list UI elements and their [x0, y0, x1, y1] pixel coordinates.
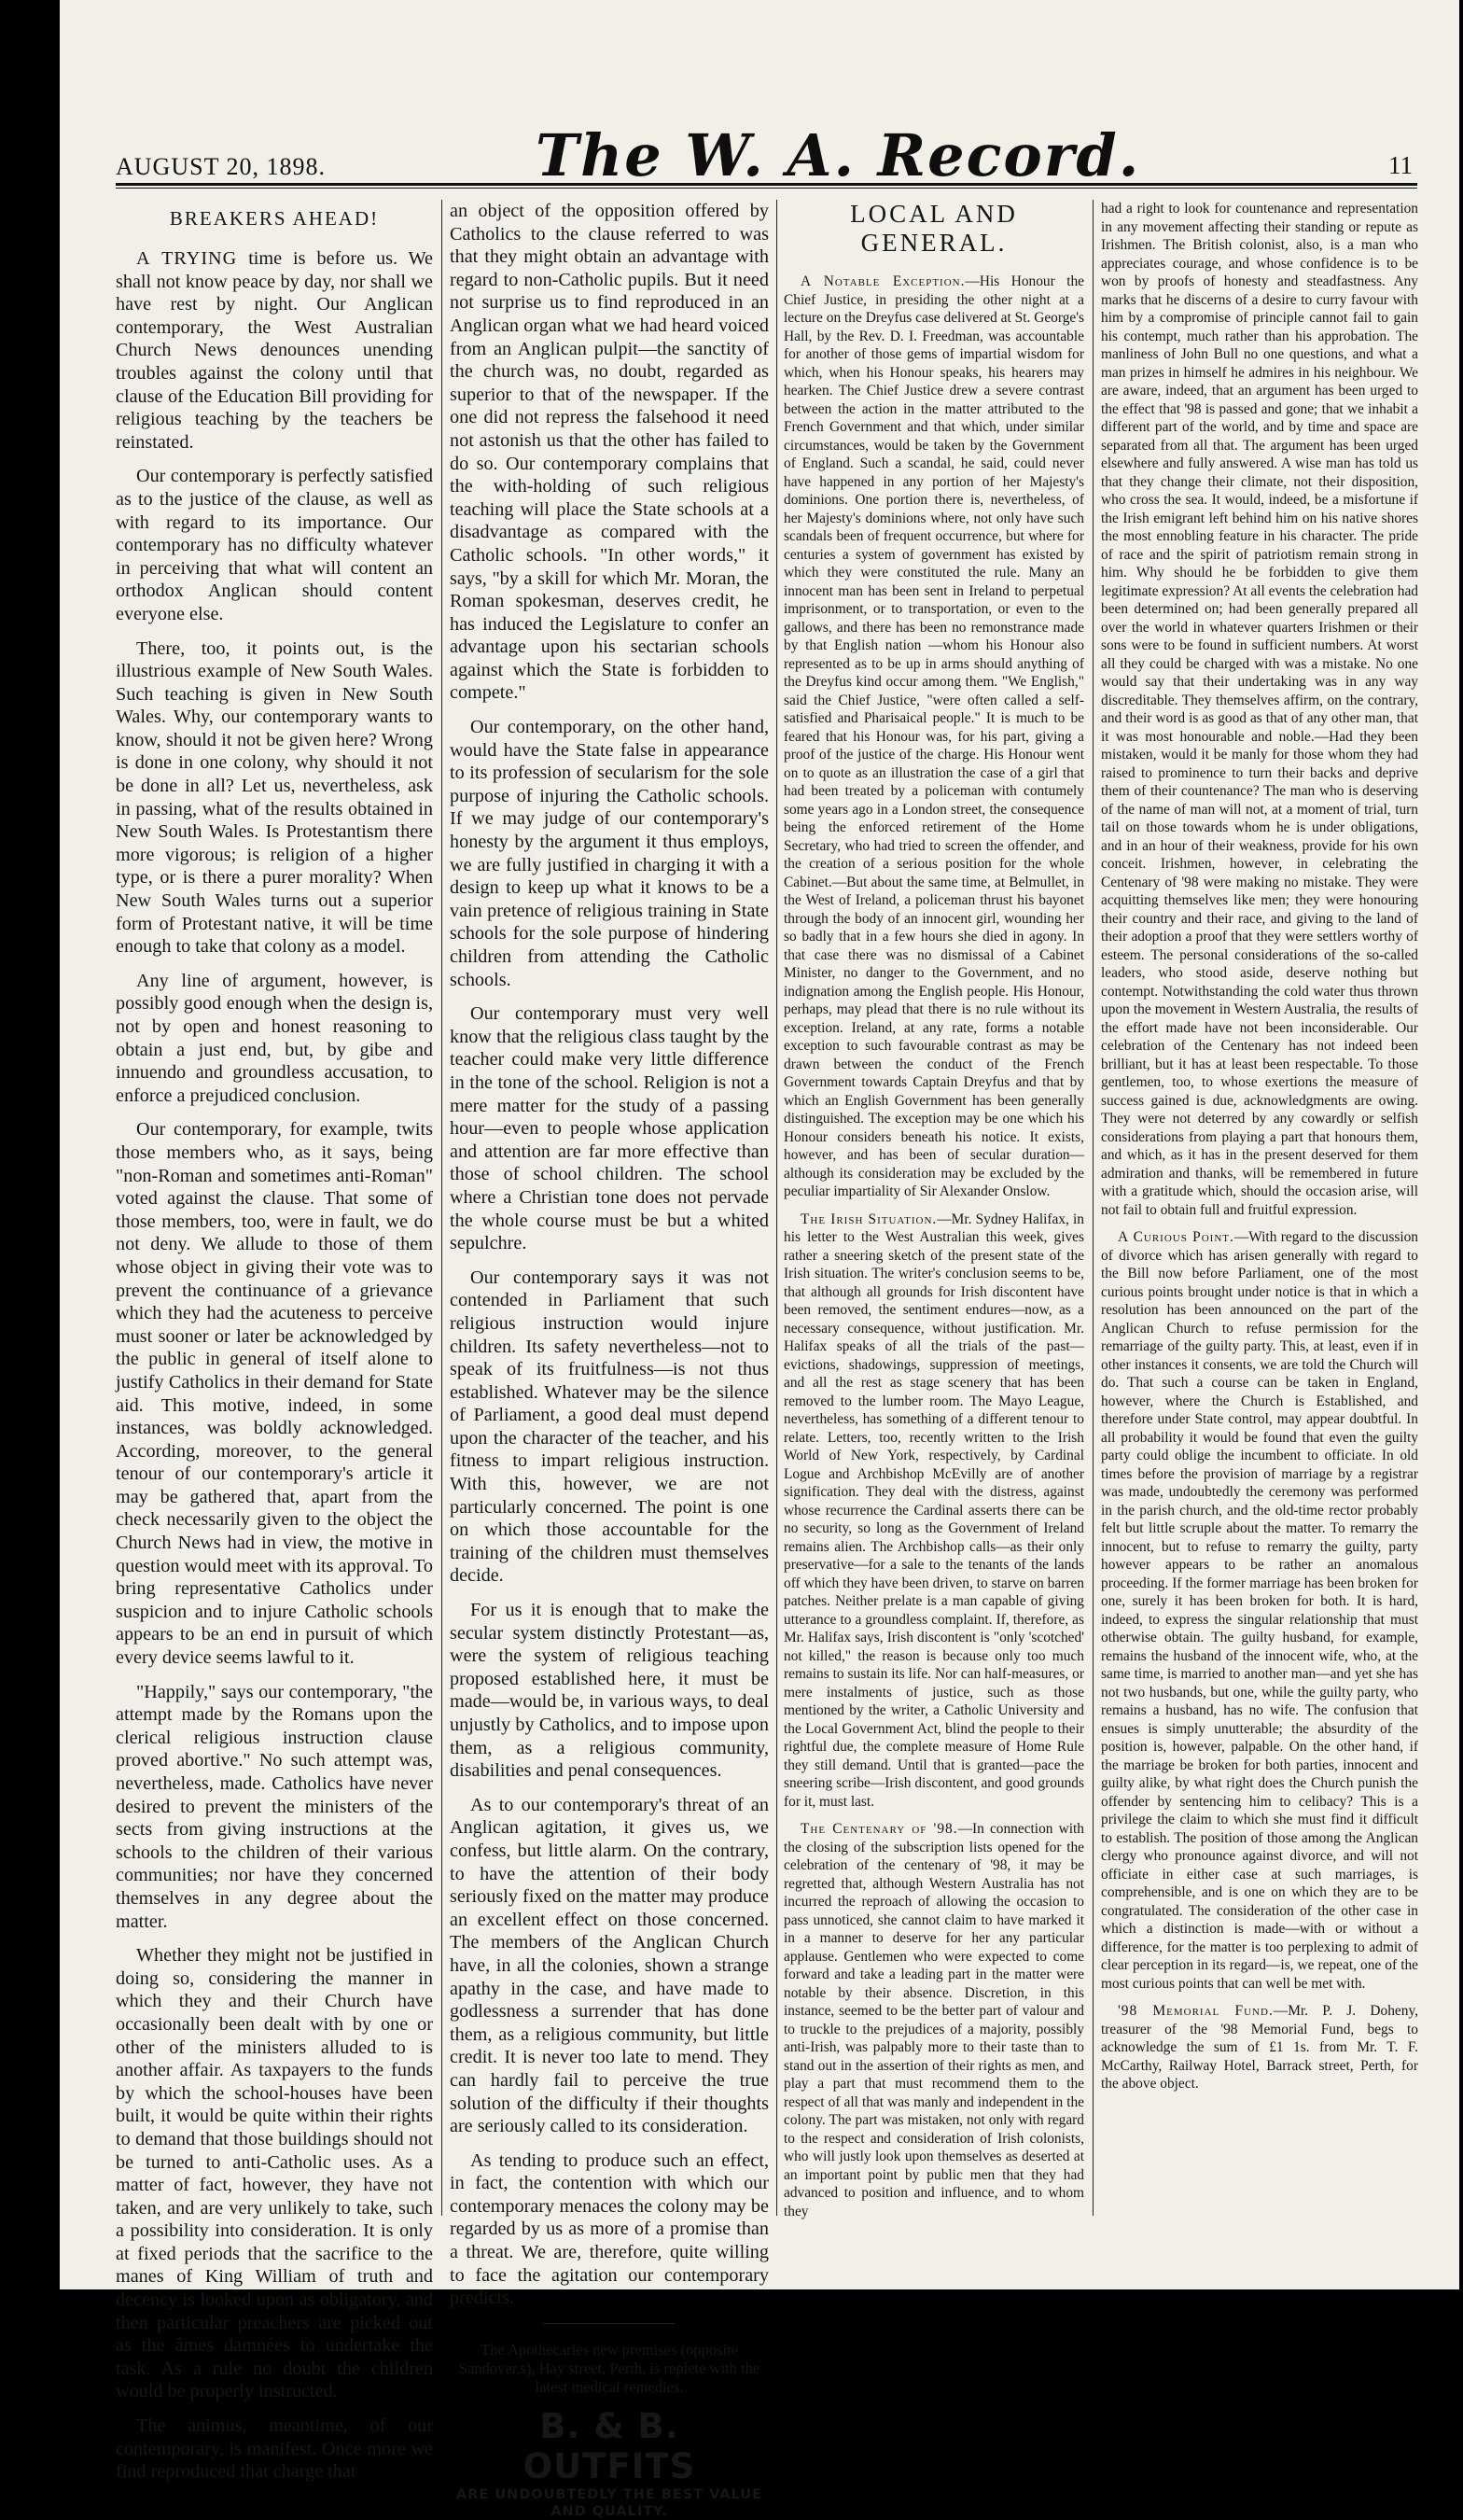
news-item: '98 Memorial Fund.—Mr. P. J. Doheny, treasurer of the '98 Memorial Fund, begs to acknowledge the sum of £1 1s. from Mr. T. F. McCarthy, Railway Hotel, Barrack street, Perth, for the above object. [1101, 2003, 1419, 2092]
article-paragraph: For us it is enough that to make the secular system distinctly Protestant—as, were the system of religious teaching proposed established here, it must be made—would be, in various ways, to deal unjustly by Catholics, and to impose upon them, as a religious community, disabilities and penal consequences. [450, 1600, 769, 1782]
article-paragraph: Whether they might not be justified in doing so, considering the manner in which they and their Church have occasionally been dealt with by one or other of the ministers alluded to is another affair. As taxpayers to the funds by which the school-houses have been built, it would be quite within their rights to demand that those buildings should not be turned to anti-Catholic uses. As a matter of fact, however, they have not taken, and are very unlikely to take, such a possibility into consideration. It is only at fixed periods that the sacrifice to the manes of King William of truth and decency is looked upon as obligatory, and then particular preachers are picked out as the âmes damnées to undertake the task. As a rule no doubt the children would be properly instructed. [116, 1945, 433, 2402]
article-paragraph: There, too, it points out, is the illustrious example of New South Wales. Such teaching is given in New South Wales. Why, our contemporary wants to know, should it not be given here? Wrong is done in one colony, why should it not be done in all? Let us, nevertheless, ask in passing, what of the results obtained in New South Wales. Is Protestantism there more vigorous; is religion of a higher type, or is there a purer morality? When New South Wales turns out a superior form of Protestant native, it will be time enough to take that colony as a model. [116, 637, 433, 958]
advert-tagline: ARE UNDOUBTEDLY THE BEST VALUE AND QUALITY. [456, 2486, 762, 2519]
news-item-continued: had a right to look for countenance and representation in any movement affecting their standing or repute as Irishmen. The British colonist, also, is a man who appreciates courage, and whose confidence is to be won by proofs of honesty and steadfastness. Any marks that he discerns of a desire to curry favour with him by a compromise of principle cannot fail to gain his contempt, much rather than his approbation. The manliness of John Bull no one questions, and what a man prizes in himself he admires in his neighbour. We are aware, indeed, that an argument has been urged to the effect that '98 is passed and gone; that we inhabit a different part of the world, and by time and space are separated from all that. The argument has been urged elsewhere and fully answered. A wise man has told us that they change their climate, not their disposition, who cross the sea. It would, indeed, be a misfortune if the Irish emigrant left behind him on his native shores the most ennobling feature in his character. The pride of race and the spirit of patriotism remain strong in him. Why should he be forbidden to give them legitimate expression? At all events the celebration had been determined on; had been generally prepared all over the world in whatever quarters Irishmen or their sons were to be found in sufficient numbers. At worst all they could be charged with was a mistake. No one would say that their undertaking was in any way discreditable. They themselves affirm, on the contrary, and their word is as good as that of any other man, that it was most honourable and noble.—Had they been mistaken, would it be manly for those whom they had raised to prominence to turn their backs and deprive them of their countenance? The man who is deserving of the name of man will not, at a moment of trial, turn tail on those towards whom he is under obligations, and in an hour of their weakness, provide for his own conceit. Irishmen, however, in celebrating the Centenary of '98 were making no mistake. They were acquitting themselves like men; they were honouring their country and their race, and giving to the land of their adoption a proof that they were settlers worthy of esteem. The personal considerations of the so-called leaders, who stood aside, deserve nothing but contempt. Notwithstanding the cold water thus thrown upon the movement in Western Australia, the results of the effort made have not been inconsiderable. Our celebration of the Centenary has not indeed been brilliant, but it has at least been respectable. To those gentlemen, too, to whose exertions the measure of success gained is due, acknowledgments are owing. They were not deterred by any cowardly or selfish considerations from playing a part that honours them, and which, as it has in the present deserved for them admiration and thanks, will be remembered in future with a gratitude which, should the occasion arise, will not fail to obtain full and fruitful expression. [1101, 201, 1418, 1218]
column-2 [450, 200, 769, 2519]
article-paragraph: Any line of argument, however, is possibly good enough when the design is, not by open and honest reasoning to obtain a just end, but, by gibe and innuendo and groundless accusation, to enforce a prejudiced conclusion. [116, 970, 433, 1106]
news-item-title: The Centenary of '98. [801, 1821, 958, 1837]
news-item-title: A Curious Point. [1118, 1229, 1234, 1245]
advert-rule [544, 2323, 675, 2324]
newspaper-page [60, 0, 1459, 2519]
article-paragraph: Our contemporary says it was not contended in Parliament that such religious instruction would injure children. Its safety nevertheless—not to speak of its fruitfulness—is not thus established. Whatever may be the silence of Parliament, a good deal must depend upon the character of the teacher, and his fitness to impart religious instruction. With this, however, we are not particularly concerned. The point is one on which those accountable for the training of the children must themselves decide. [450, 1267, 769, 1587]
lead-words: A TRYING [136, 248, 238, 269]
header-rule-thin [116, 188, 1417, 189]
article-paragraph: The animus, meantime, of our contemporary, is manifest. Once more we find reproduced that charge that [116, 2415, 433, 2483]
article-paragraph: A TRYING time is before us. We shall not know peace by day, nor shall we have rest by night. Our Anglican contemporary, the West Australian Church News denounces unending troubles against the colony until that clause of the Education Bill providing for religious teaching by the teachers be reinstated. [116, 248, 433, 453]
news-item: The Irish Situation.—Mr. Sydney Halifax, in his letter to the West Australian this week, gives rather a sneering sketch of the present state of the Irish situation. The writer's conclusion seems to be, that although all grounds for Irish discontent have been removed, the sentiment endures—now, as a necessary consequence, without justification. Mr. Halifax speaks of all the trials of the past—evictions, shadowings, suppression of meetings, and all the rest as stage scenery that has been removed to the lumber room. The Mayo League, nevertheless, has something of a different tenour to relate. Letters, too, recently written to the Irish World of New York, respectively, by Cardinal Logue and Archbishop McEvilly are of another signification. They deal with the distress, against whose recurrence the Cardinal asserts there can be no security, so long as the Government of Ireland remains alien. The Archbishop calls—as their only preservative—for a sale to the tenants of the lands off which they have been driven, to starve on barren patches. Neither prelate is a man capable of giving utterance to a groundless complaint. If, therefore, as Mr. Halifax says, Irish discontent is "only 'scotched' not killed," the reason is because only too much remains to sustain its life. Nor can half-measures, or mere instalments of justice, such as those mentioned by the writer, a Catholic University and the Local Government Act, blind the people to their rightful due, the complete measure of Home Rule they still demand. Until that is granted—pace the sneering scribe—Irish discontent, and good grounds for it, must last. [784, 1211, 1084, 1810]
article-paragraph: an object of the opposition offered by Catholics to the clause referred to was that they might obtain an advantage with regard to non-Catholic pupils. But it need not surprise us to find reproduced in an Anglican organ what we had heard voiced from an Anglican pulpit—the sanctity of the church was, no doubt, regarded as superior to that of the newspaper. If the one did not repress the falsehood it need not astonish us that the other has failed to do so. Our contemporary complains that the with-holding of such religious teaching will place the State schools at a disadvantage as compared with the Catholic schools. "In other words," it says, "by a skill for which Mr. Moran, the Roman spokesman, deserves credit, he has induced the Legislature to confer an advantage upon his sectarian schools against which the State is forbidden to compete." [450, 201, 769, 704]
header-rule [116, 183, 1417, 186]
column-separator [1093, 200, 1094, 2216]
newspaper-title: The W. A. Record. [536, 121, 1141, 189]
article-paragraph: Our contemporary must very well know that the religious class taught by the teacher could make very little difference in the tone of the school. Religion is not a mere matter for the study of a passing hour—even to people whose application and attention are far more effective than those of school children. The school where a Christian tone does not pervade the whole course must be but a whited sepulchre. [450, 1003, 769, 1254]
news-item: The Centenary of '98.—In connection with the closing of the subscription lists opened for the celebration of the centenary of '98, it may be regretted that, although Western Australia has not incurred the reproach of allowing the occasion to pass unnoticed, she cannot claim to have marked it in a manner to deserve for her any particular applause. Gentlemen who were expected to come forward and take a leading part in the matter were notable by their absence. Discretion, in this instance, seemed to be the better part of valour and to truckle to the prejudices of a majority, possibly anti-Irish, was palpably more to their taste than to stand out in the assertion of their rights as men, and play a part that must recommend them to the respect of all that was manly and independent in the colony. The part was mistaken, not only with regard to the respect and consideration of Irish colonists, who will justly look upon themselves as deserted at an important point by public men that they had advanced to position and influence, and to whom they [784, 1821, 1085, 2219]
advert-brand: B. & B. OUTFITS [522, 2405, 696, 2486]
section-heading-local: LOCAL AND GENERAL. [850, 200, 1018, 257]
page-number: 11 [1388, 151, 1413, 179]
news-item-title: '98 Memorial Fund. [1118, 2003, 1274, 2019]
column-3 [784, 200, 1084, 2220]
news-item-title: The Irish Situation. [801, 1211, 938, 1227]
article-paragraph: As to our contemporary's threat of an Anglican agitation, it gives us, we confess, but little alarm. On the contrary, to have the attention of their body seriously fixed on the matter may produce an excellent effect on those concerned. The members of the Anglican Church have, in all the colonies, shown a strange apathy in the case, and have made to godlessness a surrender that has done them, as a religious community, but little credit. It is never too late to mend. They can hardly fail to perceive the true solution of the difficulty if their thoughts are seriously called to its consideration. [450, 1794, 769, 2137]
news-item: A Notable Exception.—His Honour the Chief Justice, in presiding the other night at a lecture on the Dreyfus case delivered at St. George's Hall, by the Rev. D. I. Freedman, was accountable for another of those gems of impartial wisdom for which, when his Honour speaks, his hearers may hearken. The Chief Justice drew a severe contrast between the action in the matter attributed to the French Government and that which, under similar circumstances, would be taken by the Government of England. Such a scandal, he said, could never have happened in any portion of her Majesty's dominions. One portion there is, nevertheless, of her Majesty's dominions where, not only have such scandals been of frequent occurrence, but where for centuries a system of government has existed by which they were constituted the rule. Many an innocent man has been sent in Ireland to perpetual imprisonment, or to transportation, or even to the gallows, and there has been no remonstrance made by that English nation —whom his Honour also represented as to be up in arms should anything of the Dreyfus kind occur among them. "We English," said the Chief Justice, "were often called a self-satisfied and Pharisaical people." It is much to be feared that his Honour was, for his part, giving a proof of the justice of the charge. His Honour went on to quote as an illustration the case of a girl that had been treated by a policeman with contumely some years ago in a London street, the consequence being the enforced retirement of the Home Secretary, who had tried to screen the offender, and the creation of a serious position for the whole Cabinet.—But about the same time, at Belmullet, in the West of Ireland, a policeman thrust his bayonet through the body of an innocent girl, wounding her so badly that in a few hours she died in agony. In that case there was no dismissal of a Cabinet Minister, no danger to the Government, and no indignation among the English people. His Honour, perhaps, may plead that there is no rule without its exception. Ireland, at any rate, forms a notable exception to such favourable contrast as may be drawn between the conduct of the French Government towards Captain Dreyfus and that by which an English Government has been generally distinguished. The exception may be one which his Honour considers beneath his notice. It exists, however, and has been of secular duration—although its consideration may be excluded by the peculiar impartiality of Sir Alexander Onslow. [784, 273, 1085, 1199]
apothecaries-notice: The Apothecaries new premises (opposite Sandover,s), Hay street, Perth, is replete with the latest medical remedies. [458, 2340, 760, 2396]
article-heading-breakers: BREAKERS AHEAD! [169, 207, 380, 230]
article-paragraph: Our contemporary is perfectly satisfied as to the justice of the clause, as well as with regard to its importance. Our contemporary has no difficulty whatever in perceiving that what will content an orthodox Anglican should content everyone else. [116, 466, 433, 624]
article-paragraph: "Happily," says our contemporary, "the attempt made by the Romans upon the clerical religious instruction clause proved abortive." No such attempt was, nevertheless, made. Catholics have never desired to prevent the ministers of the sects from giving instructions at the schools to the children of their various communities; nor have they concerned themselves in any degree about the matter. [116, 1681, 433, 1932]
article-paragraph: As tending to produce such an effect, in fact, the contention with which our contemporary menaces the colony may be regarded by us as more of a promise than a threat. We are, therefore, quite willing to face the agitation our contemporary predicts. [450, 2149, 769, 2309]
column-1 [116, 200, 433, 2483]
news-item: A Curious Point.—With regard to the discussion of divorce which has arisen generally with regard to the Bill now before Parliament, one of the most curious points brought under notice is that in which a resolution has been announced on the part of the Anglican Church to refuse permission for the remarriage of the guilty party. This, at least, even if in other instances it consents, we are told the Church will do. That such a course can be taken in England, however, where the Church is Established, and therefore under State control, may appear doubtful. In all probability it would be found that even the guilty party could oblige the incumbent to officiate. In old times before the provision of marriage by a registrar was made, undoubtedly the ceremony was performed in the parish church, and the old-time rector probably felt but little scruple about the matter. To remarry the innocent, but to refuse to remarry the guilty, party however appears to be rather an anomalous proceeding. If the former marriage has been broken for one, surely it has been broken for both. It is hard, indeed, to express the singular relationship that must otherwise obtain. The guilty husband, for example, remains the husband of the innocent wife, who, at the same time, is married to another man—and yet she has not two husbands, but one, while the guilty party, who remains a husband, has no wife. The confusion that ensues is simply unutterable; the absurdity of the position is, however, palpable. On the other hand, if the marriage be broken for both parties, innocent and guilty alike, by what right does the Church punish the offender by sentencing him to celibacy? This is a privilege the claim to which she must find it difficult to establish. The position of those among the Anglican clergy who pronounce against divorce, and will not officiate in either case at such marriages, is comprehensible, and is one on which they are to be congratulated. The consideration of the other case in which a distinction is made—with or without a difference, for the matter is too perplexing to admit of clear perception in its regard—is, we repeat, one of the most curious points that can well be met with. [1101, 1229, 1418, 1992]
masthead [116, 121, 1413, 189]
article-paragraph: Our contemporary, for example, twits those members who, as it says, being "non-Roman and sometimes anti-Roman" voted against the clause. That some of those members, too, were in fault, we do not deny. We allude to those of them whose object in giving their vote was to prevent the continuance of a grievance which they had the acuteness to perceive must sooner or later be acknowledged by the public in general of itself alone to justify Catholics in their demand for State aid. This motive, indeed, in some instances, was boldly acknowledged. According, moreover, to the general tenour of our contemporary's article it may be gathered that, apart from the check necessarily given to the object the Church News had in view, the motive in question would meet with its approval. To bring representative Catholics under suspicion and to injure Catholic schools appears to be an end in pursuit of which every device seems lawful to it. [116, 1119, 433, 1669]
column-4 [1101, 200, 1418, 2216]
article-paragraph: Our contemporary, on the other hand, would have the State false in appearance to its profession of secularism for the sole purpose of injuring the Catholic schools. If we may judge of our contemporary's honesty by the argument it thus employs, we are fully justified in charging it with a design to keep up what it knows to be a vain pretence of religious training in State schools for the sole purpose of hindering children from attending the Catholic schools. [450, 717, 769, 990]
column-separator [441, 200, 442, 2216]
news-item-title: A Notable Exception. [801, 273, 966, 289]
issue-date: AUGUST 20, 1898. [116, 153, 326, 180]
column-separator [776, 200, 777, 2216]
